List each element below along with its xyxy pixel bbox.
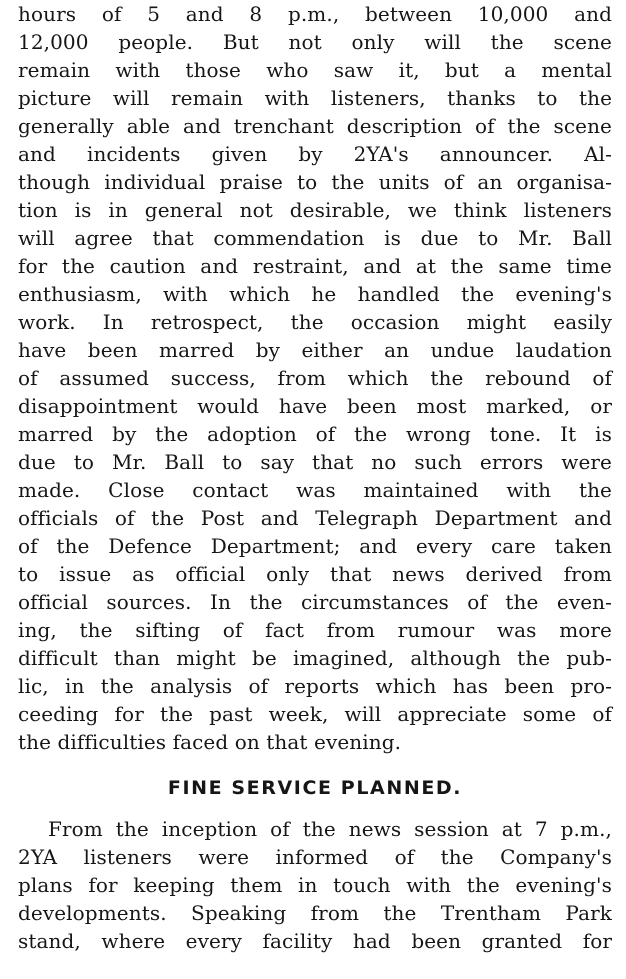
text-line: officials of the Post and Telegraph Department and bbox=[18, 506, 612, 530]
text-line: for the caution and restraint, and at the same time bbox=[18, 254, 612, 278]
text-line: tion is in general not desirable, we think listeners bbox=[18, 198, 612, 222]
text-line: ing, the sifting of fact from rumour was more bbox=[18, 618, 612, 642]
text-line: From the inception of the news session at 7 p.m., bbox=[48, 817, 612, 841]
text-line: hours of 5 and 8 p.m., between 10,000 and bbox=[18, 2, 612, 26]
text-line: plans for keeping them in touch with the evening's bbox=[18, 873, 612, 897]
section-heading: FINE SERVICE PLANNED. bbox=[167, 777, 463, 799]
text-line: to issue as official only that news derived from bbox=[18, 562, 612, 586]
text-line: have been marred by either an undue laudation bbox=[18, 338, 612, 362]
text-line: enthusiasm, with which he handled the evening's bbox=[18, 282, 612, 306]
text-line: of the Defence Department; and every care taken bbox=[18, 534, 612, 558]
text-line: the difficulties faced on that evening. bbox=[18, 730, 402, 754]
text-line: generally able and trenchant description of the scene bbox=[18, 114, 612, 138]
text-line: marred by the adoption of the wrong tone. It is bbox=[18, 422, 612, 446]
text-line: 12,000 people. But not only will the scene bbox=[18, 30, 612, 54]
text-line: though individual praise to the units of an organisa- bbox=[18, 170, 612, 194]
text-line: will agree that commendation is due to Mr. Ball bbox=[18, 226, 612, 250]
text-line: official sources. In the circumstances of the even- bbox=[18, 590, 612, 614]
text-line: work. In retrospect, the occasion might easily bbox=[18, 310, 612, 334]
text-line: ceeding for the past week, will appreciate some of bbox=[18, 702, 612, 726]
text-line: difficult than might be imagined, although the pub- bbox=[18, 646, 612, 670]
text-line: 2YA listeners were informed of the Company's bbox=[18, 845, 612, 869]
text-line: and incidents given by 2YA's announcer. Al- bbox=[18, 142, 612, 166]
text-line: developments. Speaking from the Trentham Park bbox=[18, 901, 612, 925]
text-line: disappointment would have been most marked, or bbox=[18, 394, 612, 418]
text-line: picture will remain with listeners, thanks to the bbox=[18, 86, 612, 110]
text-line: stand, where every facility had been granted for bbox=[18, 929, 612, 953]
text-line: of assumed success, from which the rebound of bbox=[18, 366, 612, 390]
text-line: lic, in the analysis of reports which has been pro- bbox=[18, 674, 612, 698]
text-line: remain with those who saw it, but a mental bbox=[18, 58, 612, 82]
text-line: due to Mr. Ball to say that no such errors were bbox=[18, 450, 612, 474]
text-line: made. Close contact was maintained with the bbox=[18, 478, 612, 502]
